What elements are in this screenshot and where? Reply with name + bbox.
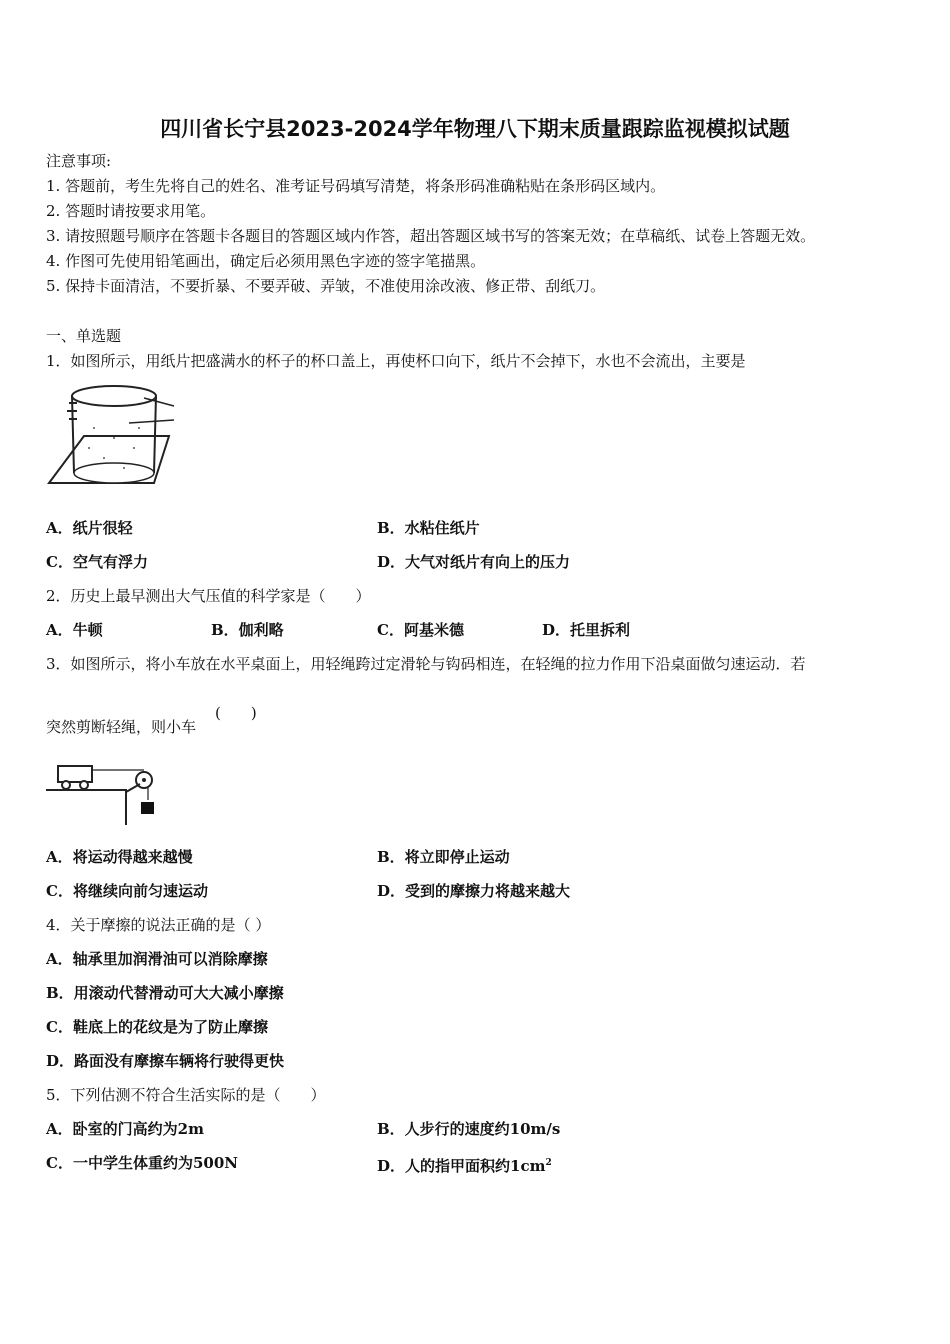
q4-option-a[interactable]: A．轴承里加润滑油可以消除摩擦 [46,950,268,968]
q5-stem: 5．下列估测不符合生活实际的是（ ） [46,1086,326,1104]
q3-stem: 3．如图所示，将小车放在水平桌面上，用轻绳跨过定滑轮与钩码相连，在轻绳的拉力作用下沿桌面做匀速运动．若 [46,655,806,673]
q1-option-b[interactable]: B．水粘住纸片 [377,519,480,537]
notice-item: 1. 答题前，考生先将自己的姓名、准考证号码填写清楚，将条形码准确粘贴在条形码区域内。 [46,177,666,195]
notice-item: 3. 请按照题号顺序在答题卡各题目的答题区域内作答，超出答题区域书写的答案无效；在草稿纸、试卷上答题无效。 [46,227,816,245]
notice-item: 4. 作图可先使用铅笔画出，确定后必须用黑色字迹的签字笔描黑。 [46,252,486,270]
q4-option-b[interactable]: B．用滚动代替滑动可大大减小摩擦 [46,984,284,1002]
q2-option-b[interactable]: B．伽利略 [211,621,284,639]
superscript: 2 [545,1158,552,1168]
q2-stem: 2．历史上最早测出大气压值的科学家是（ ） [46,587,371,605]
q1-option-c[interactable]: C．空气有浮力 [46,553,148,571]
cart-pulley-figure [44,760,169,830]
q5-option-b[interactable]: B．人步行的速度约10m/s [377,1120,561,1138]
q5-option-d[interactable] [377,1154,552,1175]
notice-item: 5. 保持卡面清洁，不要折暴、不要弄破、弄皱，不准使用涂改液、修正带、刮纸刀。 [46,277,606,295]
notice-heading: 注意事项: [46,152,112,170]
q5-option-c[interactable]: C．一中学生体重约为500N [46,1154,238,1172]
q1-option-a[interactable]: A．纸片很轻 [46,519,133,537]
q4-stem: 4．关于摩擦的说法正确的是（ ） [46,916,271,934]
page-title: 四川省长宁县2023-2024学年物理八下期末质量跟踪监视模拟试题 [160,117,790,141]
q3-answer-paren: ( ) [215,704,257,722]
q3-option-b[interactable]: B．将立即停止运动 [377,848,510,866]
q1-option-d[interactable]: D．大气对纸片有向上的压力 [377,553,571,571]
q5-option-d-text: D．人的指甲面积约1cm [377,1157,546,1175]
q5-option-a[interactable]: A．卧室的门高约为2m [46,1120,204,1138]
notice-item: 2. 答题时请按要求用笔。 [46,202,216,220]
q4-option-c[interactable]: C．鞋底上的花纹是为了防止摩擦 [46,1018,268,1036]
q2-option-c[interactable]: C．阿基米德 [377,621,464,639]
q2-option-a[interactable]: A．牛顿 [46,621,103,639]
q4-option-d[interactable]: D．路面没有摩擦车辆将行驶得更快 [46,1052,285,1070]
q1-stem: 1．如图所示，用纸片把盛满水的杯子的杯口盖上，再使杯口向下，纸片不会掉下，水也不会流出，主要是 [46,352,746,370]
q2-option-d[interactable]: D．托里拆利 [542,621,631,639]
q3-option-a[interactable]: A．将运动得越来越慢 [46,848,193,866]
q3-option-c[interactable]: C．将继续向前匀速运动 [46,882,208,900]
q3-stem-continued: 突然剪断轻绳，则小车 [46,718,197,736]
section-heading: 一、单选题 [46,327,122,345]
cup-paper-figure [44,378,179,488]
q3-option-d[interactable]: D．受到的摩擦力将越来越大 [377,882,571,900]
